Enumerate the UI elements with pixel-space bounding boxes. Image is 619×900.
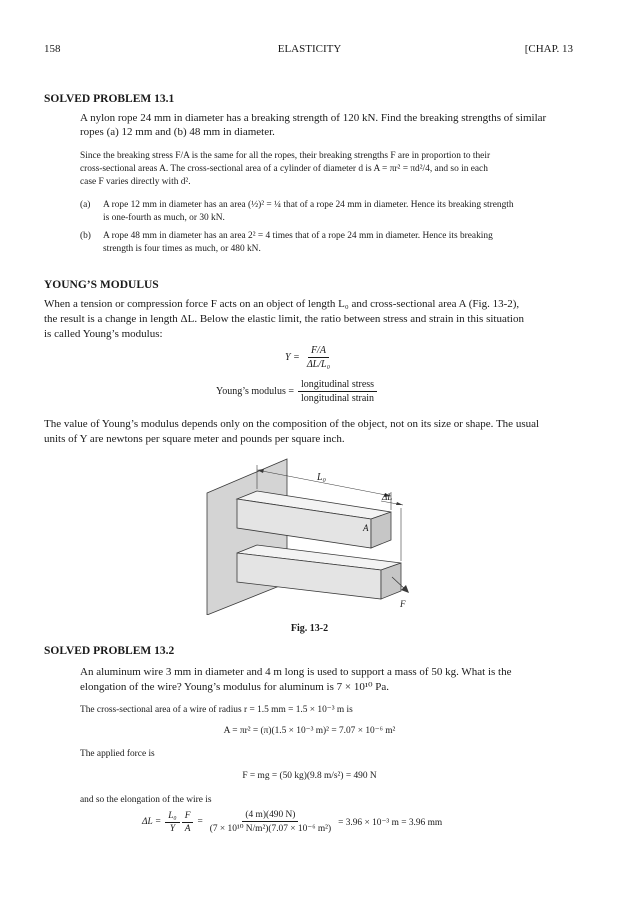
problem-13-2-solution-line: and so the elongation of the wire is xyxy=(80,795,212,805)
equation-result: = 3.96 × 10⁻³ m = 3.96 mm xyxy=(338,817,443,828)
label-f: F xyxy=(400,599,406,609)
part-b-line: strength is four times as much, or 480 kN. xyxy=(103,244,261,254)
fraction-denominator: longitudinal strain xyxy=(300,393,375,404)
problem-13-1-solution-line: Since the breaking stress F/A is the same for all the ropes, their breaking strengths F are in proportion to their xyxy=(80,151,491,161)
equation-young-words xyxy=(216,379,381,404)
fraction xyxy=(165,811,179,834)
chapter-tag: [CHAP. 13 xyxy=(524,43,573,55)
fraction xyxy=(207,810,334,834)
fraction-denominator: A xyxy=(184,823,191,834)
problem-13-2-statement-line: elongation of the wire? Young’s modulus for aluminum is 7 × 10¹⁰ Pa. xyxy=(80,681,390,693)
problem-13-1-statement-line: ropes (a) 12 mm and (b) 48 mm in diameter. xyxy=(80,126,275,138)
fraction-denominator: (7 × 10¹⁰ N/m²)(7.07 × 10⁻⁶ m²) xyxy=(209,824,332,834)
figure-caption: Fig. 13-2 xyxy=(290,623,329,634)
fraction-numerator: longitudinal stress xyxy=(298,379,377,392)
fraction-numerator: F/A xyxy=(308,345,329,358)
youngs-paragraph-line: the result is a change in length ΔL. Below the elastic limit, the ratio between stress and strain in this situation xyxy=(44,313,524,325)
equation-young-definition xyxy=(285,345,337,370)
problem-13-2-heading: SOLVED PROBLEM 13.2 xyxy=(44,645,175,657)
wall xyxy=(207,459,287,615)
part-a-tag: (a) xyxy=(80,200,91,210)
problem-13-2-solution-line: The applied force is xyxy=(80,749,155,759)
dl-arrowhead xyxy=(396,502,403,505)
part-a-line: is one-fourth as much, or 30 kN. xyxy=(103,213,225,223)
youngs-paragraph-line: is called Young’s modulus: xyxy=(44,328,163,340)
page-number: 158 xyxy=(44,43,61,55)
fraction-denominator: ΔL/L₀ xyxy=(306,359,331,370)
equals-sign: = xyxy=(197,817,203,827)
part-b-line: A rope 48 mm in diameter has an area 2² = 4 times that of a rope 24 mm in diameter. Hence its breaking xyxy=(103,231,493,241)
problem-13-1-heading: SOLVED PROBLEM 13.1 xyxy=(44,93,175,105)
equation-lhs: Young’s modulus = xyxy=(216,386,294,397)
fraction xyxy=(182,811,194,834)
fraction-numerator: F xyxy=(182,811,194,823)
fraction-numerator: (4 m)(490 N) xyxy=(242,810,298,822)
problem-13-1-solution-line: case F varies directly with d². xyxy=(80,177,191,187)
fraction xyxy=(298,379,377,404)
fraction-numerator: L₀ xyxy=(165,811,179,823)
equation-lhs: ΔL = xyxy=(142,817,162,827)
label-l0: L₀ xyxy=(317,472,327,483)
problem-13-1-statement-line: A nylon rope 24 mm in diameter has a breaking strength of 120 kN. Find the breaking strengths of similar xyxy=(80,112,547,124)
youngs-paragraph-line: When a tension or compression force F acts on an object of length L₀ and cross-sectional area A (Fig. 13-2), xyxy=(44,298,520,310)
chapter-title: ELASTICITY xyxy=(277,43,342,55)
equation-lhs: Y = xyxy=(285,352,300,363)
label-a: A xyxy=(363,523,369,533)
figure-13-2 xyxy=(195,455,415,615)
problem-13-2-statement-line: An aluminum wire 3 mm in diameter and 4 m long is used to support a mass of 50 kg. What is the xyxy=(80,666,512,678)
problem-13-1-solution-line: cross-sectional areas A. The cross-sectional area of a cylinder of diameter d is A = πr² = πd²/4, and so in each xyxy=(80,164,488,174)
equation-force: F = mg = (50 kg)(9.8 m/s²) = 490 N xyxy=(242,771,377,781)
part-a-line: A rope 12 mm in diameter has an area (½)² = ¼ that of a rope 24 mm in diameter. Hence its breaking strength xyxy=(103,200,514,210)
equation-area: A = πr² = (π)(1.5 × 10⁻³ m)² = 7.07 × 10⁻⁶ m² xyxy=(223,726,396,736)
fraction xyxy=(304,345,333,370)
youngs-modulus-heading: YOUNG’S MODULUS xyxy=(44,279,159,291)
equation-elongation xyxy=(142,810,442,834)
youngs-paragraph-line: units of Y are newtons per square meter and pounds per square inch. xyxy=(44,433,345,445)
problem-13-2-solution-line: The cross-sectional area of a wire of radius r = 1.5 mm = 1.5 × 10⁻³ m is xyxy=(80,705,353,715)
youngs-paragraph-line: The value of Young’s modulus depends only on the composition of the object, not on its size or shape. The usual xyxy=(44,418,540,430)
part-b-tag: (b) xyxy=(80,231,91,241)
label-delta-l: ΔL xyxy=(382,492,393,502)
fraction-denominator: Y xyxy=(169,823,176,834)
